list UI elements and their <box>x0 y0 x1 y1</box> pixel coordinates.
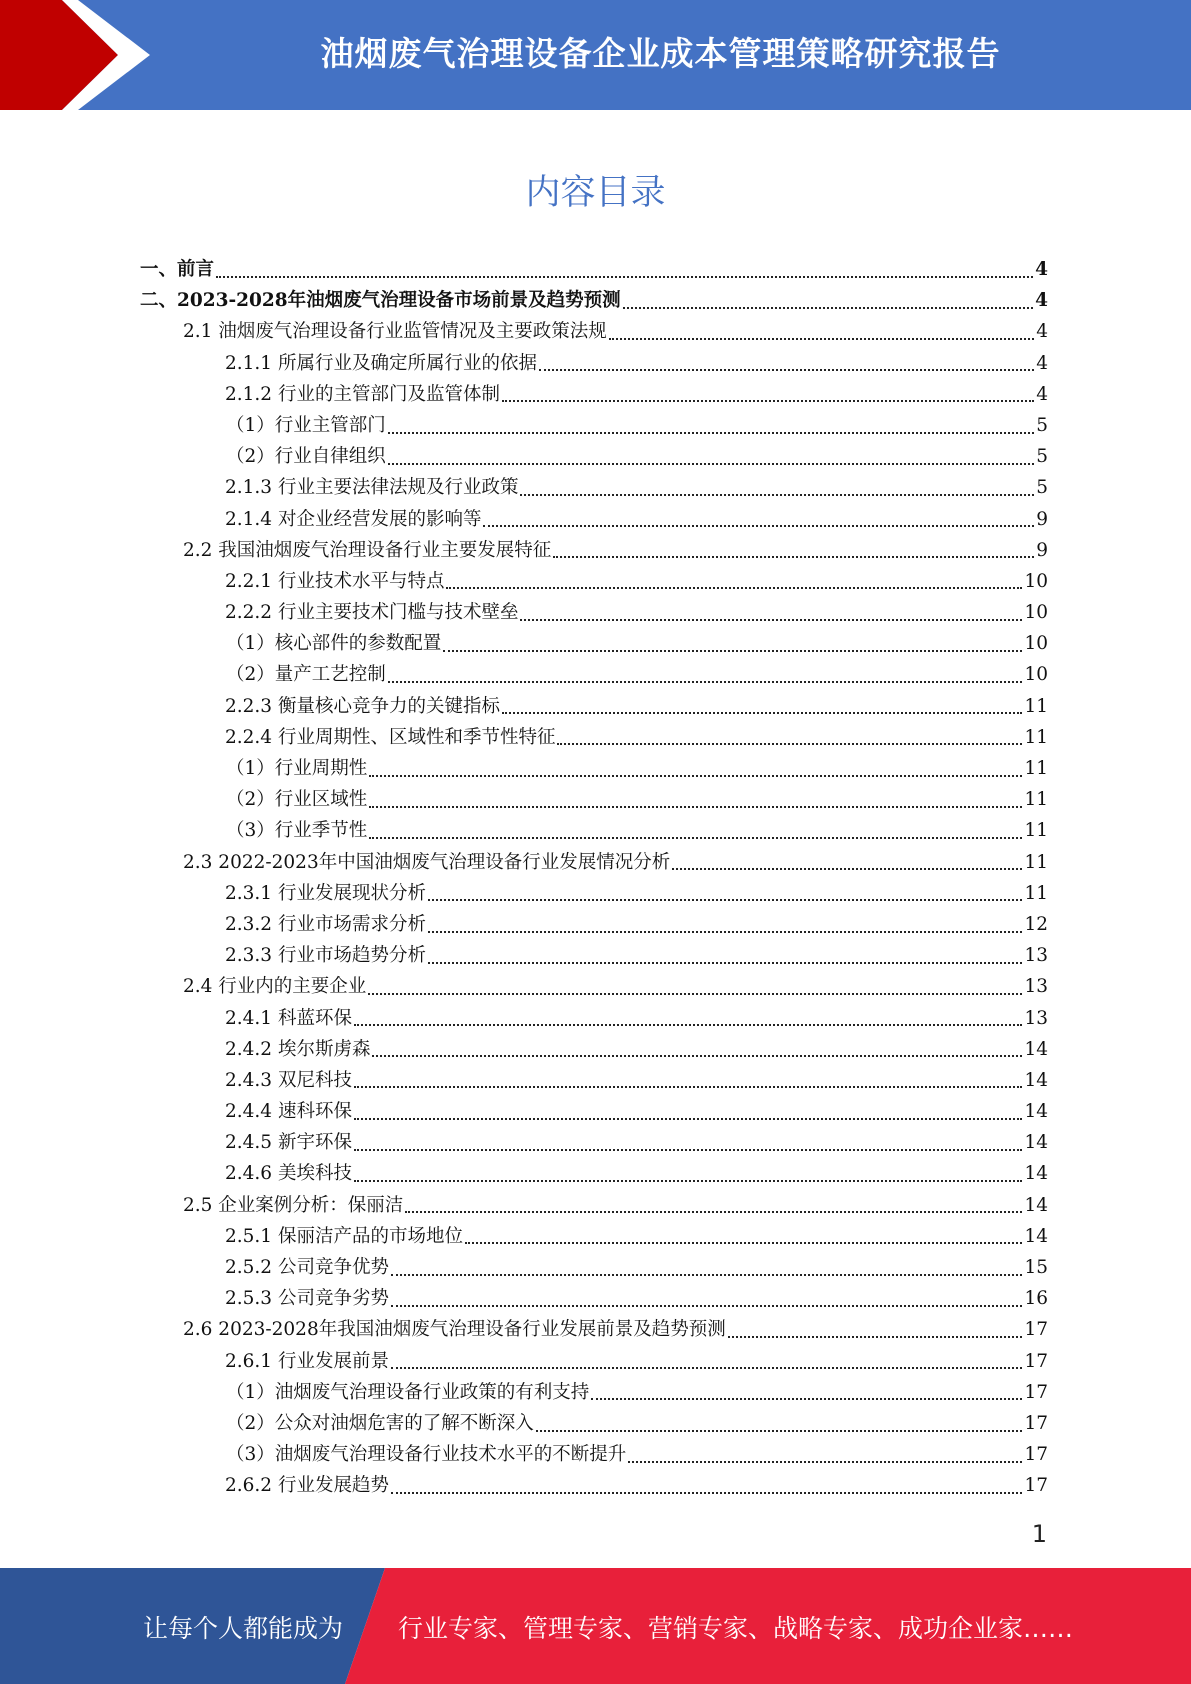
toc-entry-title: 2.4.3 双尼科技 <box>225 1069 352 1091</box>
toc-dot-leader <box>502 400 1034 402</box>
toc-entry[interactable] <box>140 1439 1048 1470</box>
toc-entry-page: 4 <box>1036 352 1048 374</box>
toc-entry-page: 17 <box>1024 1412 1048 1434</box>
toc-entry-page: 9 <box>1036 508 1048 530</box>
toc-dot-leader <box>354 1149 1023 1151</box>
toc-entry-page: 11 <box>1024 789 1048 811</box>
toc-entry[interactable] <box>140 504 1048 535</box>
toc-entry-title: 2.4.4 速科环保 <box>225 1101 352 1123</box>
toc-entry-title: 2.5.1 保丽洁产品的市场地位 <box>225 1225 463 1247</box>
toc-entry-page: 11 <box>1024 851 1048 873</box>
toc-entry-title: 2.6 2023-2028年我国油烟废气治理设备行业发展前景及趋势预测 <box>183 1319 726 1341</box>
toc-entry-title: 2.4.5 新宇环保 <box>225 1132 352 1154</box>
toc-entry-page: 4 <box>1036 383 1048 405</box>
toc-entry-page: 4 <box>1035 290 1048 312</box>
toc-entry-title: 2.4.2 埃尔斯虏森 <box>225 1038 371 1060</box>
toc-dot-leader <box>609 338 1034 340</box>
toc-entry-page: 14 <box>1024 1132 1048 1154</box>
toc-entry-page: 10 <box>1024 602 1048 624</box>
toc-dot-leader <box>520 619 1022 621</box>
toc-entry[interactable] <box>140 1127 1048 1158</box>
toc-entry[interactable] <box>140 379 1048 410</box>
toc-dot-leader <box>368 993 1022 995</box>
toc-dot-leader <box>369 806 1022 808</box>
toc-entry-page: 11 <box>1024 695 1048 717</box>
toc-dot-leader <box>539 369 1034 371</box>
toc-entry-page: 10 <box>1024 664 1048 686</box>
toc-entry[interactable] <box>140 1034 1048 1065</box>
toc-entry-page: 5 <box>1036 414 1048 436</box>
toc-entry-title: 2.5.2 公司竞争优势 <box>225 1257 389 1278</box>
toc-dot-leader <box>391 1274 1022 1276</box>
toc-entry-page: 14 <box>1024 1101 1048 1123</box>
toc-entry[interactable] <box>140 1065 1048 1096</box>
toc-entry[interactable] <box>140 847 1048 878</box>
header-banner <box>0 0 1191 110</box>
toc-entry-title: （1）油烟废气治理设备行业政策的有利支持 <box>226 1381 590 1403</box>
toc-dot-leader <box>354 1086 1023 1088</box>
toc-dot-leader <box>391 1367 1022 1369</box>
toc-entry-title: （1）核心部件的参数配置 <box>226 633 442 655</box>
toc-entry-title: （1）行业主管部门 <box>226 414 386 436</box>
toc-entry[interactable] <box>140 1158 1048 1189</box>
toc-dot-leader <box>446 587 1022 589</box>
toc-entry-page: 14 <box>1024 1069 1048 1091</box>
toc-dot-leader <box>354 1180 1023 1182</box>
toc-dot-leader <box>728 1336 1023 1338</box>
toc-entry[interactable] <box>140 1252 1048 1283</box>
toc-entry[interactable] <box>140 1096 1048 1127</box>
toc-entry-title: 2.5.3 公司竞争劣势 <box>225 1288 389 1310</box>
toc-entry-title: 2.1.3 行业主要法律法规及行业政策 <box>225 477 519 499</box>
toc-entry[interactable] <box>140 1283 1048 1314</box>
toc-entry-page: 14 <box>1024 1038 1048 1060</box>
toc-dot-leader <box>388 681 1023 683</box>
toc-entry[interactable] <box>140 753 1048 784</box>
toc-dot-leader <box>443 650 1022 652</box>
toc-entry-page: 11 <box>1024 758 1048 779</box>
toc-entry-title: 2.2.4 行业周期性、区域性和季节性特征 <box>225 726 556 748</box>
toc-entry[interactable] <box>140 410 1048 441</box>
footer-banner <box>0 1568 1191 1684</box>
toc-dot-leader <box>388 463 1034 465</box>
toc-dot-leader <box>520 494 1034 496</box>
toc-entry[interactable] <box>140 348 1048 379</box>
toc-entry-title: 2.4.6 美埃科技 <box>225 1163 352 1185</box>
toc-entry[interactable] <box>140 1408 1048 1439</box>
report-title: 油烟废气治理设备企业成本管理策略研究报告 <box>320 34 1001 73</box>
toc-entry-page: 17 <box>1024 1444 1048 1466</box>
toc-entry-page: 5 <box>1036 446 1048 468</box>
toc-entry-page: 15 <box>1024 1257 1048 1278</box>
toc-entry-page: 17 <box>1024 1475 1048 1497</box>
toc-entry-page: 13 <box>1024 945 1048 967</box>
toc-entry-page: 9 <box>1036 539 1048 561</box>
toc-entry[interactable] <box>140 940 1048 971</box>
toc-dot-leader <box>428 962 1022 964</box>
toc-entry[interactable] <box>140 254 1048 285</box>
toc-dot-leader <box>428 931 1022 933</box>
toc-entry-page: 14 <box>1024 1225 1048 1247</box>
toc-entry-title: 2.3.1 行业发展现状分析 <box>225 882 426 904</box>
toc-entry-title: 2.1.2 行业的主管部门及监管体制 <box>225 383 500 405</box>
toc-entry-title: （1）行业周期性 <box>226 758 368 779</box>
toc-entry-page: 11 <box>1024 820 1048 842</box>
toc-entry-title: （3）油烟废气治理设备行业技术水平的不断提升 <box>226 1444 627 1466</box>
toc-dot-leader <box>428 899 1022 901</box>
toc-dot-leader <box>354 1118 1023 1120</box>
toc-entry-title: （3）行业季节性 <box>226 820 368 842</box>
toc-entry-title: 2.2.3 衡量核心竞争力的关键指标 <box>225 695 500 717</box>
toc-entry-title: 2.2 我国油烟废气治理设备行业主要发展特征 <box>183 539 552 561</box>
toc-entry-page: 11 <box>1024 882 1048 904</box>
toc-entry-title: 2.6.2 行业发展趋势 <box>225 1475 389 1497</box>
toc-dot-leader <box>623 307 1033 309</box>
toc-entry-page: 5 <box>1036 477 1048 499</box>
toc-entry-title: 2.1.1 所属行业及确定所属行业的依据 <box>225 352 537 374</box>
toc-entry-page: 17 <box>1024 1381 1048 1403</box>
toc-entry-page: 4 <box>1035 259 1048 280</box>
toc-dot-leader <box>405 1211 1022 1213</box>
toc-entry[interactable] <box>140 1377 1048 1408</box>
toc-entry[interactable] <box>140 316 1048 347</box>
toc-entry-title: 2.3 2022-2023年中国油烟废气治理设备行业发展情况分析 <box>183 851 671 873</box>
toc-entry-title: （2）量产工艺控制 <box>226 664 386 686</box>
toc-entry-title: （2）行业自律组织 <box>226 446 386 468</box>
toc-entry-title: 2.1.4 对企业经营发展的影响等 <box>225 508 482 530</box>
toc-dot-leader <box>216 276 1033 278</box>
toc-entry-title: 2.6.1 行业发展前景 <box>225 1350 389 1372</box>
toc-dot-leader <box>536 1430 1023 1432</box>
toc-dot-leader <box>672 868 1022 870</box>
toc-dot-leader <box>388 432 1034 434</box>
toc-entry-page: 4 <box>1036 321 1048 343</box>
toc-entry-title: 2.5 企业案例分析：保丽洁 <box>183 1194 404 1216</box>
toc-entry-title: 二、2023-2028年油烟废气治理设备市场前景及趋势预测 <box>140 290 621 312</box>
toc-dot-leader <box>391 1492 1022 1494</box>
toc-entry-title: 一、前言 <box>140 259 215 280</box>
toc-entry[interactable] <box>140 566 1048 597</box>
toc-entry[interactable] <box>140 909 1048 940</box>
toc-dot-leader <box>628 1461 1022 1463</box>
toc-entry-page: 13 <box>1024 1007 1048 1029</box>
toc-entry[interactable] <box>140 878 1048 909</box>
toc-entry[interactable] <box>140 1221 1048 1252</box>
toc-entry[interactable] <box>140 1003 1048 1034</box>
toc-dot-leader <box>502 712 1022 714</box>
toc-heading: 内容目录 <box>525 173 666 213</box>
toc-entry[interactable] <box>140 628 1048 659</box>
toc-entry[interactable] <box>140 441 1048 472</box>
toc-entry[interactable] <box>140 971 1048 1002</box>
toc-entry-title: 2.2.1 行业技术水平与特点 <box>225 570 445 592</box>
toc-dot-leader <box>553 556 1034 558</box>
toc-entry[interactable] <box>140 1470 1048 1501</box>
toc-entry-page: 16 <box>1024 1288 1048 1310</box>
toc-dot-leader <box>591 1398 1022 1400</box>
toc-entry-title: 2.4 行业内的主要企业 <box>183 976 367 998</box>
toc-entry-page: 17 <box>1024 1319 1048 1341</box>
toc-entry[interactable] <box>140 1346 1048 1377</box>
toc-entry[interactable] <box>140 535 1048 566</box>
toc-entry-title: 2.4.1 科蓝环保 <box>225 1007 352 1029</box>
toc-entry-title: （2）行业区域性 <box>226 789 368 811</box>
toc-entry-title: 2.3.3 行业市场趋势分析 <box>225 945 426 967</box>
toc-dot-leader <box>483 525 1034 527</box>
toc-entry-page: 10 <box>1024 570 1048 592</box>
toc-entry-title: （2）公众对油烟危害的了解不断深入 <box>226 1412 534 1434</box>
toc-entry-page: 14 <box>1024 1163 1048 1185</box>
toc-entry-page: 11 <box>1024 726 1048 748</box>
toc-entry-title: 2.3.2 行业市场需求分析 <box>225 913 426 935</box>
footer-slogan-right: 行业专家、管理专家、营销专家、战略专家、成功企业家…… <box>398 1614 1074 1643</box>
toc-entry[interactable] <box>140 659 1048 690</box>
toc-dot-leader <box>465 1242 1022 1244</box>
toc-dot-leader <box>369 775 1022 777</box>
toc-dot-leader <box>391 1305 1022 1307</box>
toc-entry[interactable] <box>140 285 1048 316</box>
toc-entry-page: 17 <box>1024 1350 1048 1372</box>
toc-dot-leader <box>354 1024 1023 1026</box>
toc-entry[interactable] <box>140 722 1048 753</box>
toc-dot-leader <box>372 1055 1022 1057</box>
toc-entry-page: 13 <box>1024 976 1048 998</box>
toc-entry-page: 12 <box>1024 913 1048 935</box>
toc-entry[interactable] <box>140 815 1048 846</box>
toc-entry[interactable] <box>140 472 1048 503</box>
table-of-contents <box>140 254 1048 1502</box>
toc-entry-title: 2.1 油烟废气治理设备行业监管情况及主要政策法规 <box>183 321 607 343</box>
page-number: 1 <box>1031 1520 1047 1548</box>
toc-entry[interactable] <box>140 691 1048 722</box>
toc-dot-leader <box>557 743 1022 745</box>
toc-dot-leader <box>369 837 1022 839</box>
toc-entry-page: 10 <box>1024 633 1048 655</box>
toc-entry-page: 14 <box>1024 1194 1048 1216</box>
toc-entry[interactable] <box>140 784 1048 815</box>
toc-entry-title: 2.2.2 行业主要技术门槛与技术壁垒 <box>225 602 519 624</box>
toc-entry[interactable] <box>140 1190 1048 1221</box>
toc-entry[interactable] <box>140 597 1048 628</box>
footer-slogan-left: 让每个人都能成为 <box>143 1614 344 1643</box>
toc-entry[interactable] <box>140 1314 1048 1345</box>
